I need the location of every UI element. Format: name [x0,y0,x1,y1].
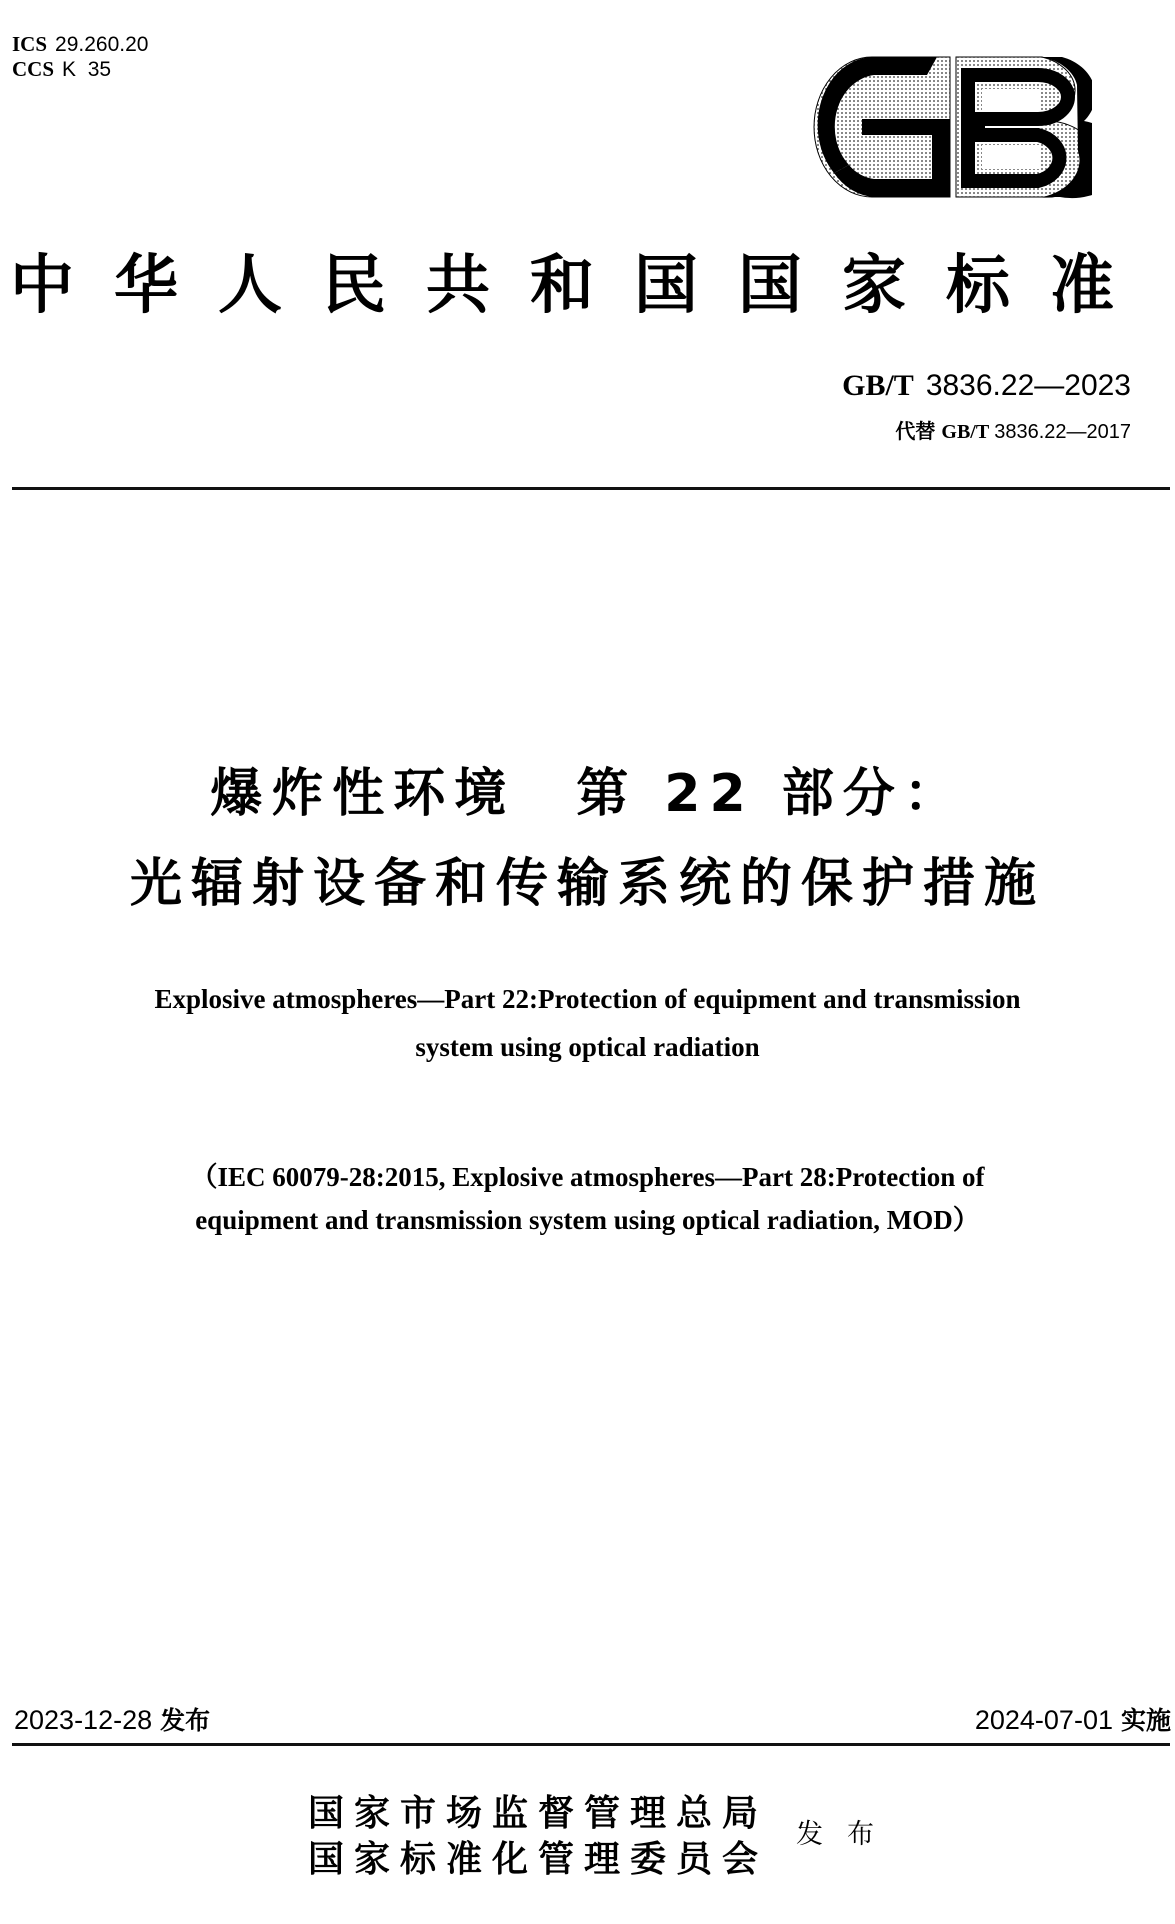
footer-divider [12,1743,1170,1746]
replaces-standard [895,418,1131,445]
gb-logo-icon [812,55,1092,200]
replaces-prefix: GB/T [941,421,990,443]
issued-by-label: 发布 [796,1819,898,1850]
standard-number [842,368,1131,404]
implementation-date-label: 实施 [1120,1706,1171,1735]
english-title-line-1: Explosive atmospheres—Part 22:Protection of equipment and transmission [154,984,1021,1014]
issue-date-label: 发布 [160,1706,211,1735]
chinese-title-line-2: 光辐射设备和传输系统的保护措施 [129,854,1045,914]
ccs-value: K 35 [62,58,112,81]
standard-prefix: GB/T [842,369,914,402]
iec-reference-line-1: （IEC 60079-28:2015, Explosive atmospheres—Part 28:Protection of [190,1162,985,1192]
ics-label: ICS [12,32,48,56]
issue-date [14,1703,210,1738]
implementation-date-value: 2024-07-01 [974,1705,1113,1735]
issuing-authority-sac: 国家标准化管理委员会 [308,1838,769,1880]
ics-code [12,32,148,57]
ics-value: 29.260.20 [55,33,149,56]
ccs-code [12,57,111,82]
ccs-label: CCS [12,57,55,81]
english-title-line-2: system using optical radiation [415,1032,760,1062]
chinese-title-line-1: 爆炸性环境 第 22 部分： [210,764,965,824]
issue-date-value: 2023-12-28 [14,1705,153,1735]
standard-code: 3836.22—2023 [925,369,1131,402]
header-divider [12,487,1170,490]
replaces-code: 3836.22—2017 [994,421,1131,443]
issuing-authority-samr: 国家市场监督管理总局 [308,1792,769,1834]
iec-reference-line-2: equipment and transmission system using optical radiation, MOD） [195,1205,980,1235]
implementation-date [975,1703,1171,1738]
national-standard-title: 中华人民共和国国家标准 [10,248,1154,323]
replaces-label: 代替 [895,419,936,443]
